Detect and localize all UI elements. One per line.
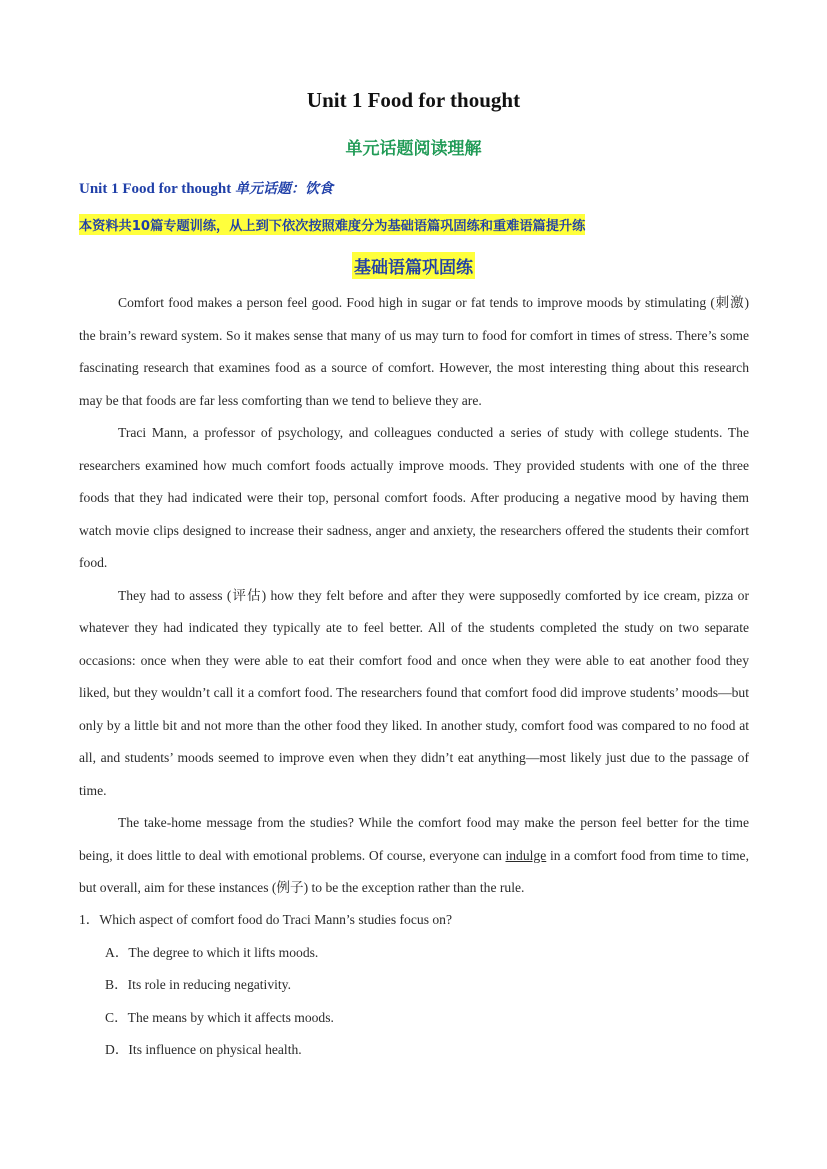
section-heading-label: 基础语篇巩固练: [352, 252, 475, 279]
notice-banner: 本资料共10篇专题训练，从上到下依次按照难度分为基础语篇巩固练和重难语篇提升练: [79, 214, 585, 235]
option-a: A．The degree to which it lifts moods.: [105, 944, 319, 960]
reading-passage: [79, 287, 749, 905]
topic-chinese: 单元话题：饮食: [235, 181, 333, 197]
question-stem: 1．Which aspect of comfort food do Traci Mann’s studies focus on?: [79, 912, 453, 927]
paragraph-4-text-start: The take-home message from the studies? While the comfort food may make the person feel better for the time being, it does little to deal with emotional problems. Of course, everyone can: [79, 815, 749, 863]
passage-paragraph-3: They had to assess (评估) how they felt before and after they were supposedly comforted by ice cream, pizza or whatever they had indicated they typically ate to feel better. All of the students completed the study on two separate occasions: once when they were able to eat their comfort food and once when they were able to eat another food they liked, but they wouldn’t call it a comfort food. The researchers found that comfort food did improve students’ moods—but only by a little bit and not more than the other food they liked. In another study, comfort food was compared to no food at all, and students’ moods seemed to improve even when they didn’t eat anything—most likely just due to the passage of time.: [79, 587, 749, 798]
underlined-word: indulge: [505, 847, 547, 863]
option-d: D．Its influence on physical health.: [105, 1042, 302, 1057]
page-subtitle: 单元话题阅读理解: [345, 139, 482, 159]
passage-paragraph-1: Comfort food makes a person feel good. Food high in sugar or fat tends to improve moods by stimulating (刺激) the brain’s reward system. So it makes sense that many of us may turn to food for comfort in times of stress. There’s some fascinating research that examines food as a source of comfort. However, the most interesting thing about this research may be that foods are far less comforting than we tend to believe they are.: [79, 295, 749, 408]
question-1: [79, 904, 749, 1067]
topic-line: [79, 178, 333, 198]
paragraph-4-text-end: in a comfort food from time to time, but overall, aim for these instances (例子) to be the exception rather than the rule.: [79, 847, 749, 895]
section-heading: [0, 252, 827, 279]
page-title: Unit 1 Food for thought: [306, 88, 521, 112]
topic-english: Unit 1 Food for thought: [79, 181, 235, 197]
passage-paragraph-2: Traci Mann, a professor of psychology, and colleagues conducted a series of study with college students. The researchers examined how much comfort foods actually improve moods. They provided students with one of the three foods that they had indicated were their top, personal comfort foods. After producing a negative mood by having them watch movie clips designed to increase their sadness, anger and anxiety, the researchers offered the students their comfort food.: [79, 425, 749, 570]
option-b: B．Its role in reducing negativity.: [105, 977, 291, 992]
option-c: C．The means by which it affects moods.: [105, 1009, 334, 1025]
passage-paragraph-4: [79, 807, 749, 905]
